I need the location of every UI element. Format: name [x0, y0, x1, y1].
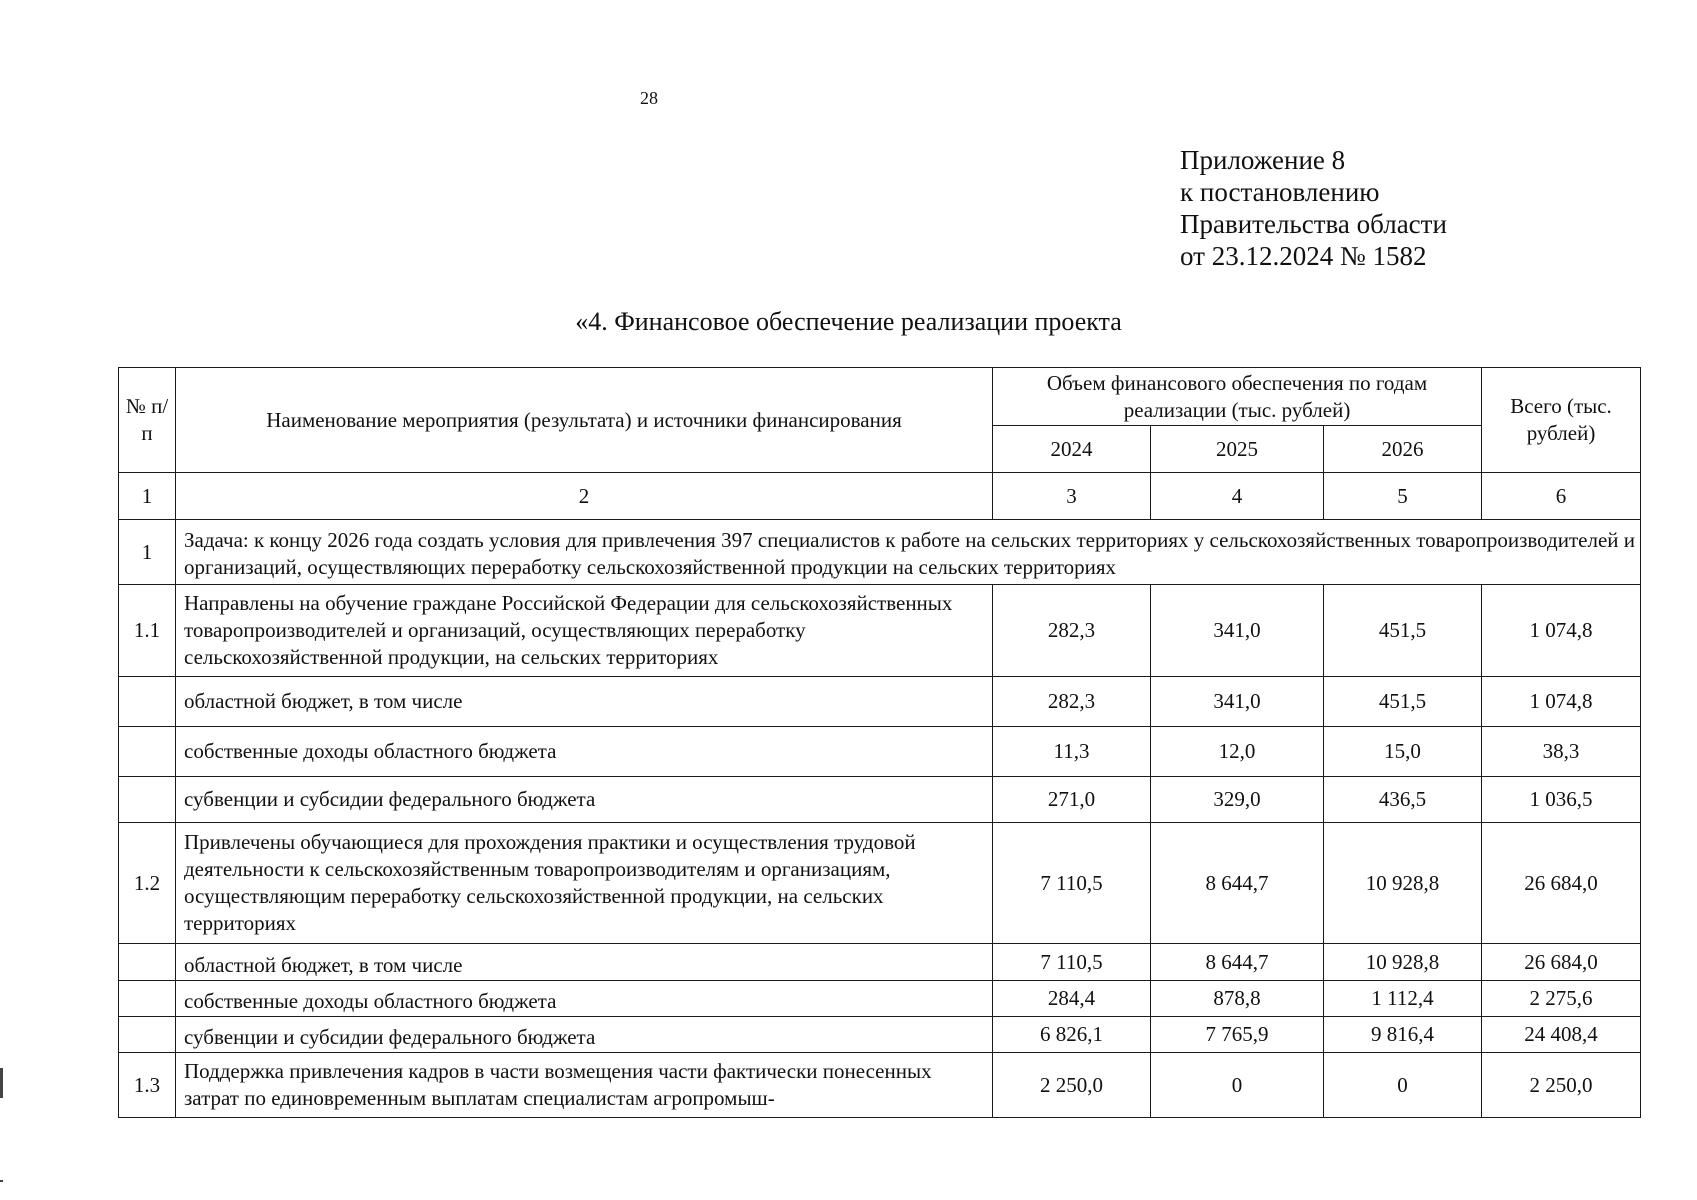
- value-total: 24 408,4: [1482, 1017, 1641, 1053]
- header-year: 2026: [1324, 426, 1482, 473]
- task-text: Задача: к концу 2026 года создать условия для привлечения 397 специалистов к работе на сельских территориях у сельскохозяйственных товаропроизводителей и организаций, осуществляющих переработку сельскохозяйственной продукции на сельских территориях: [176, 520, 1641, 585]
- value-2026: 1 112,4: [1324, 981, 1482, 1017]
- value-2024: 7 110,5: [993, 944, 1151, 981]
- value-2025: 8 644,7: [1151, 944, 1324, 981]
- value-2025: 7 765,9: [1151, 1017, 1324, 1053]
- table-row: [119, 727, 1641, 777]
- table-row: [119, 981, 1641, 1017]
- scan-edge-mark: [0, 1068, 3, 1098]
- value-total: 26 684,0: [1482, 944, 1641, 981]
- row-name: областной бюджет, в том числе: [176, 677, 993, 727]
- header-total: Всего (тыс. рублей): [1482, 368, 1641, 473]
- value-2025: 0: [1151, 1053, 1324, 1118]
- row-num: [119, 1017, 176, 1053]
- value-total: 2 275,6: [1482, 981, 1641, 1017]
- value-2026: 15,0: [1324, 727, 1482, 777]
- appendix-line: Приложение 8: [1180, 145, 1346, 175]
- value-2025: 12,0: [1151, 727, 1324, 777]
- row-num: [119, 944, 176, 981]
- appendix-line: к постановлению: [1180, 177, 1380, 207]
- column-index: 5: [1324, 473, 1482, 520]
- value-total: 1 036,5: [1482, 777, 1641, 823]
- column-index: 4: [1151, 473, 1324, 520]
- value-total: 2 250,0: [1482, 1053, 1641, 1118]
- appendix-date-number: от 23.12.2024 № 1582: [1180, 241, 1427, 271]
- value-2024: 11,3: [993, 727, 1151, 777]
- row-name: собственные доходы областного бюджета: [176, 727, 993, 777]
- header-year: 2025: [1151, 426, 1324, 473]
- value-2024: 282,3: [993, 585, 1151, 677]
- value-2024: 284,4: [993, 981, 1151, 1017]
- task-num: 1: [119, 520, 176, 585]
- appendix-line: Правительства области: [1180, 209, 1447, 239]
- task-row: [119, 520, 1641, 585]
- row-name: Привлечены обучающиеся для прохождения практики и осуществления трудовой деятельности к сельскохозяйственным товаропроизводителям и организациям, осуществляющим переработку сельскохозяйственной продукции, на сельских территориях: [176, 823, 993, 944]
- table-row: [119, 1017, 1641, 1053]
- table-row: [119, 677, 1641, 727]
- header-name: Наименование мероприятия (результата) и источники финансирования: [176, 368, 993, 473]
- scan-edge-mark: [0, 1180, 3, 1182]
- row-num: 1.1: [119, 585, 176, 677]
- table-row: [119, 823, 1641, 944]
- value-2026: 0: [1324, 1053, 1482, 1118]
- row-num: [119, 727, 176, 777]
- value-2026: 451,5: [1324, 585, 1482, 677]
- value-2024: 271,0: [993, 777, 1151, 823]
- financing-table: [118, 367, 1641, 1118]
- value-2026: 451,5: [1324, 677, 1482, 727]
- row-num: [119, 981, 176, 1017]
- row-name: собственные доходы областного бюджета: [176, 981, 993, 1017]
- column-index: 6: [1482, 473, 1641, 520]
- row-name: Поддержка привлечения кадров в части возмещения части фактически понесенных затрат по единовременным выплатам специалистам агропромыш-: [176, 1053, 993, 1118]
- value-2025: 341,0: [1151, 677, 1324, 727]
- table-row: [119, 585, 1641, 677]
- value-2024: 282,3: [993, 677, 1151, 727]
- column-index-row: [119, 473, 1641, 520]
- table-row: [119, 944, 1641, 981]
- appendix-header: [1180, 144, 1447, 272]
- row-name: областной бюджет, в том числе: [176, 944, 993, 981]
- table-row: [119, 1053, 1641, 1118]
- table-row: [119, 777, 1641, 823]
- row-name: Направлены на обучение граждане Российской Федерации для сельскохозяйственных товаропроизводителей и организаций, осуществляющих переработку сельскохозяйственной продукции, на сельских территориях: [176, 585, 993, 677]
- row-num: 1.3: [119, 1053, 176, 1118]
- header-year: 2024: [993, 426, 1151, 473]
- value-total: 26 684,0: [1482, 823, 1641, 944]
- row-name: субвенции и субсидии федерального бюджета: [176, 777, 993, 823]
- value-2026: 10 928,8: [1324, 944, 1482, 981]
- value-2025: 878,8: [1151, 981, 1324, 1017]
- value-total: 1 074,8: [1482, 585, 1641, 677]
- column-index: 3: [993, 473, 1151, 520]
- value-total: 1 074,8: [1482, 677, 1641, 727]
- value-2025: 341,0: [1151, 585, 1324, 677]
- value-2025: 8 644,7: [1151, 823, 1324, 944]
- row-num: [119, 677, 176, 727]
- page-number: 28: [640, 88, 658, 108]
- row-num: 1.2: [119, 823, 176, 944]
- value-2026: 10 928,8: [1324, 823, 1482, 944]
- header-num: № п/п: [119, 368, 176, 473]
- value-total: 38,3: [1482, 727, 1641, 777]
- column-index: 2: [176, 473, 993, 520]
- value-2026: 436,5: [1324, 777, 1482, 823]
- row-num: [119, 777, 176, 823]
- value-2024: 7 110,5: [993, 823, 1151, 944]
- row-name: субвенции и субсидии федерального бюджета: [176, 1017, 993, 1053]
- value-2026: 9 816,4: [1324, 1017, 1482, 1053]
- value-2025: 329,0: [1151, 777, 1324, 823]
- header-volume: Объем финансового обеспечения по годам реализации (тыс. рублей): [993, 368, 1482, 426]
- value-2024: 2 250,0: [993, 1053, 1151, 1118]
- section-title: «4. Финансовое обеспечение реализации проекта: [575, 307, 1122, 336]
- value-2024: 6 826,1: [993, 1017, 1151, 1053]
- header-row: [119, 368, 1641, 426]
- column-index: 1: [119, 473, 176, 520]
